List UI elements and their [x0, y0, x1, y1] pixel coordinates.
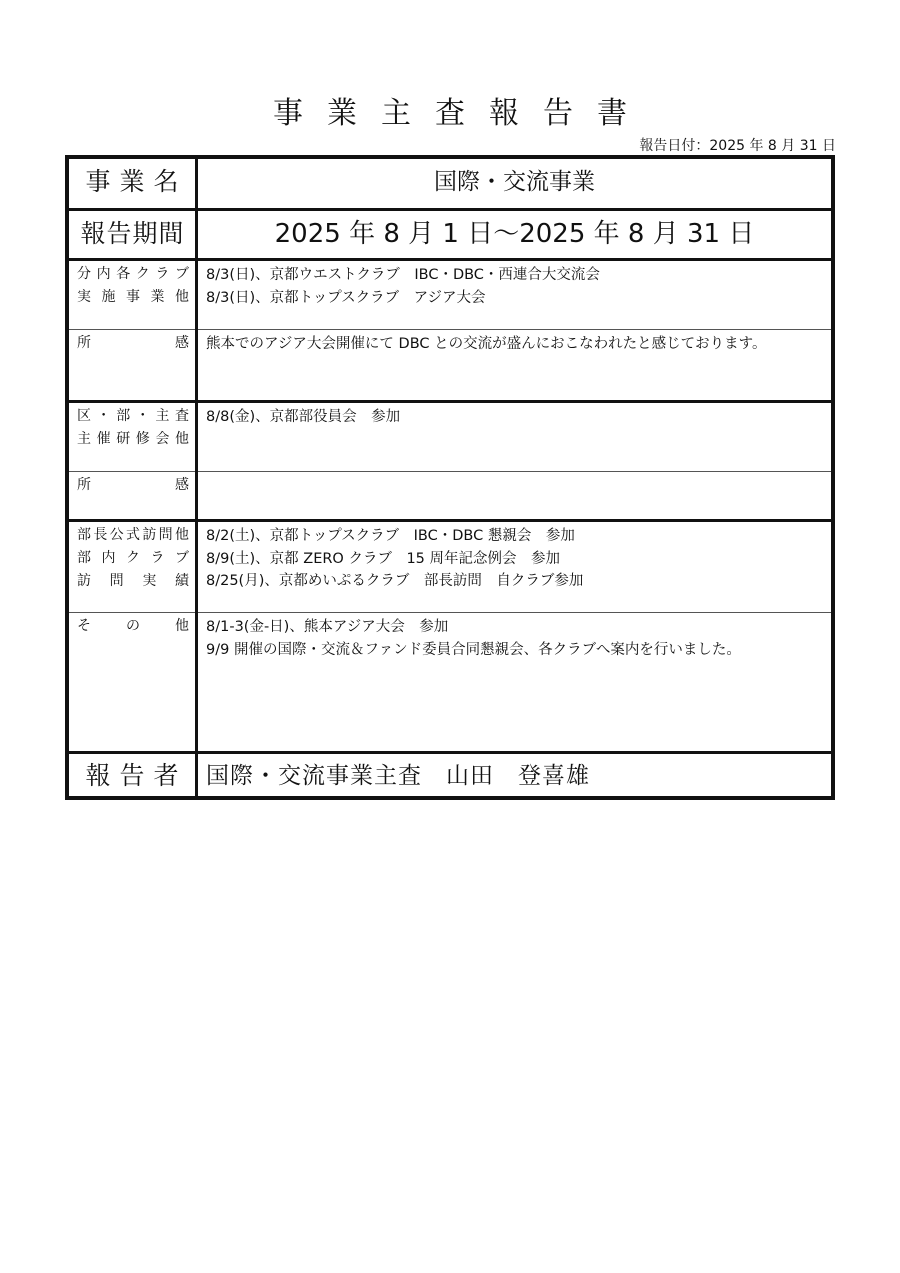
column-divider	[195, 159, 198, 796]
club-events-value	[198, 261, 831, 309]
impression-text: 熊本でのアジア大会開催にて DBC との交流が盛んにおこなわれたと感じております。	[206, 336, 767, 352]
business-name-value: 国際・交流事業	[434, 169, 595, 195]
other-item: 8/1-3(金-日)、熊本アジア大会 参加	[206, 619, 449, 635]
business-name-row	[69, 159, 831, 208]
impression-label-line: 所感	[77, 477, 189, 493]
impression-value	[198, 472, 831, 475]
report-period-label: 報告期間	[80, 219, 185, 248]
visits-label-line: 部内クラブ	[77, 550, 189, 566]
visits-row	[69, 519, 831, 612]
impression-value	[198, 330, 831, 356]
ward-training-row	[69, 400, 831, 471]
club-events-label-line: 分内各クラブ	[77, 266, 189, 282]
visits-label-line: 部長公式訪問他	[77, 527, 189, 543]
other-label	[69, 613, 195, 638]
visit-item: 8/25(月)、京都めいぷるクラブ 部長訪問 自クラブ参加	[206, 573, 584, 589]
visits-value	[198, 522, 831, 593]
impression-label-line: 所感	[77, 335, 189, 351]
club-events-row	[69, 258, 831, 329]
ward-training-label-line: 区・部・主査	[77, 408, 189, 424]
club-event-item: 8/3(日)、京都トップスクラブ アジア大会	[206, 289, 486, 306]
business-name-label: 事業名	[85, 167, 188, 196]
other-value	[198, 613, 831, 661]
report-date: 報告日付：2025 年 8 月 31 日	[639, 138, 836, 154]
club-events-label-line: 実施事業他	[77, 289, 189, 305]
ward-training-value	[198, 403, 831, 429]
document-title: 事業主査報告書	[273, 96, 651, 131]
visit-item: 8/9(土)、京都 ZERO クラブ 15 周年記念例会 参加	[206, 550, 561, 567]
club-event-item: 8/3(日)、京都ウエストクラブ IBC・DBC・西連合大交流会	[206, 267, 600, 283]
report-period-row	[69, 208, 831, 258]
reporter-row	[69, 751, 831, 796]
visits-label	[69, 522, 195, 593]
club-events-impression-row	[69, 329, 831, 400]
report-period-value: 2025 年 8 月 1 日～2025 年 8 月 31 日	[274, 219, 755, 249]
ward-training-label-line: 主催研修会他	[77, 431, 189, 447]
visits-label-line: 訪問実績	[77, 573, 189, 589]
club-events-label	[69, 261, 195, 309]
impression-label	[69, 472, 195, 497]
impression-label	[69, 330, 195, 355]
ward-training-label	[69, 403, 195, 451]
visit-item: 8/2(土)、京都トップスクラブ IBC・DBC 懇親会 参加	[206, 528, 575, 544]
report-form	[65, 155, 835, 800]
ward-training-impression-row	[69, 471, 831, 519]
reporter-label: 報告者	[85, 761, 188, 790]
ward-training-item: 8/8(金)、京都部役員会 参加	[206, 409, 401, 425]
other-label-line: その他	[77, 618, 189, 634]
reporter-value: 国際・交流事業主査 山田 登喜雄	[206, 763, 590, 789]
other-item: 9/9 開催の国際・交流＆ファンド委員合同懇親会、各クラブへ案内を行いました。	[206, 641, 741, 658]
other-row	[69, 612, 831, 751]
